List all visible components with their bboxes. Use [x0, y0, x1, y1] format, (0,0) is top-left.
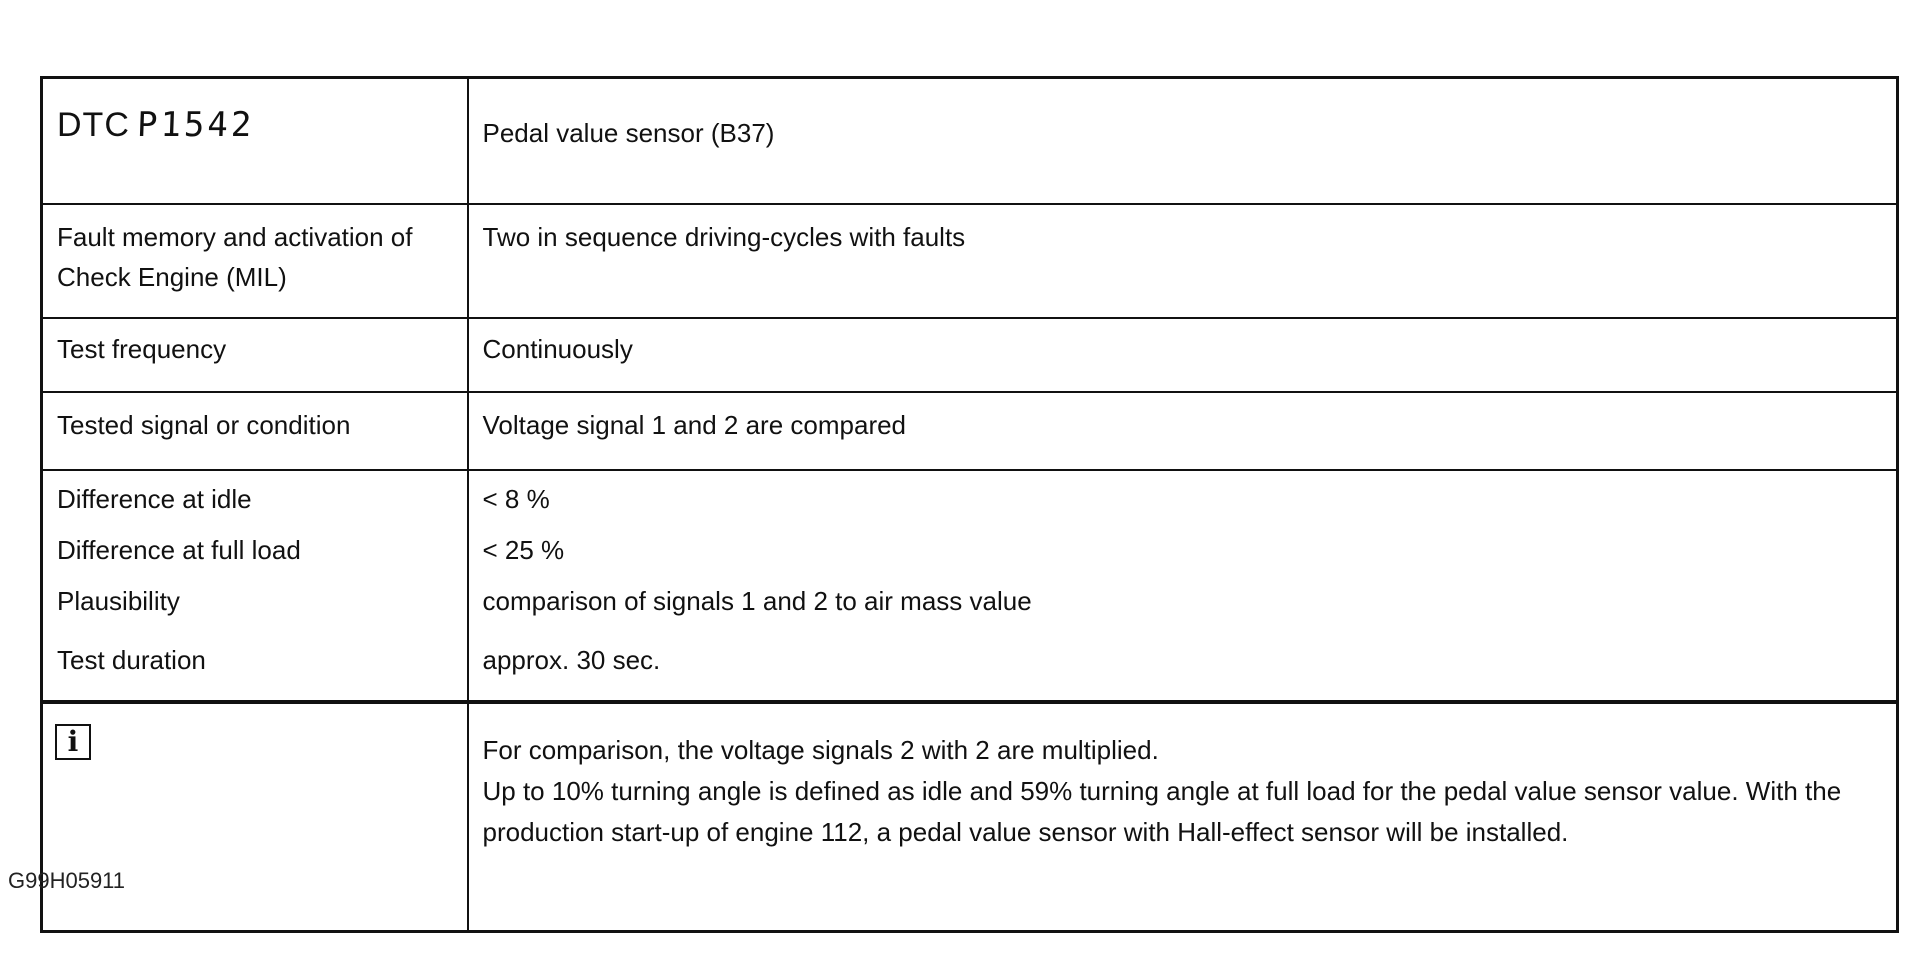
row-label: Plausibility — [57, 586, 180, 616]
note-line-1: For comparison, the voltage signals 2 with 2 are multiplied. — [482, 735, 1159, 765]
note-icon-cell — [42, 702, 468, 932]
row-value: Two in sequence driving-cycles with faults — [468, 204, 1898, 318]
conditions-labels — [42, 470, 468, 702]
note-text — [468, 702, 1898, 932]
table-row — [42, 204, 1898, 318]
row-value: Voltage signal 1 and 2 are compared — [468, 392, 1898, 470]
figure-id: G99H05911 — [8, 868, 126, 893]
row-value: < 25 % — [482, 535, 565, 565]
dtc-info-table — [40, 76, 1899, 933]
dtc-code: P1542 — [136, 105, 256, 145]
component-name: Pedal value sensor (B37) — [468, 78, 1898, 205]
row-label: Fault memory and activation of Check Engine (MIL) — [42, 204, 468, 318]
row-value: approx. 30 sec. — [482, 645, 661, 675]
table-row-conditions — [42, 470, 1898, 702]
row-label: Difference at idle — [57, 484, 252, 514]
row-label: Difference at full load — [57, 535, 301, 565]
dtc-cell — [42, 78, 468, 205]
conditions-values — [468, 470, 1898, 702]
table-row — [42, 392, 1898, 470]
row-label: Tested signal or condition — [42, 392, 468, 470]
row-label: Test frequency — [42, 318, 468, 392]
table-row-header — [42, 78, 1898, 205]
row-value: Continuously — [468, 318, 1898, 392]
row-value: < 8 % — [482, 484, 550, 514]
table-row-note — [42, 702, 1898, 932]
table-row — [42, 318, 1898, 392]
row-value: comparison of signals 1 and 2 to air mass value — [482, 586, 1032, 616]
row-label: Test duration — [57, 645, 206, 675]
note-line-2: Up to 10% turning angle is defined as idle and 59% turning angle at full load for the pedal value sensor value. With the production start-up of engine 112, a pedal value sensor with Hall-effect sensor will be installed. — [482, 776, 1842, 847]
dtc-label: DTC — [57, 106, 130, 144]
info-icon: i — [55, 724, 91, 760]
